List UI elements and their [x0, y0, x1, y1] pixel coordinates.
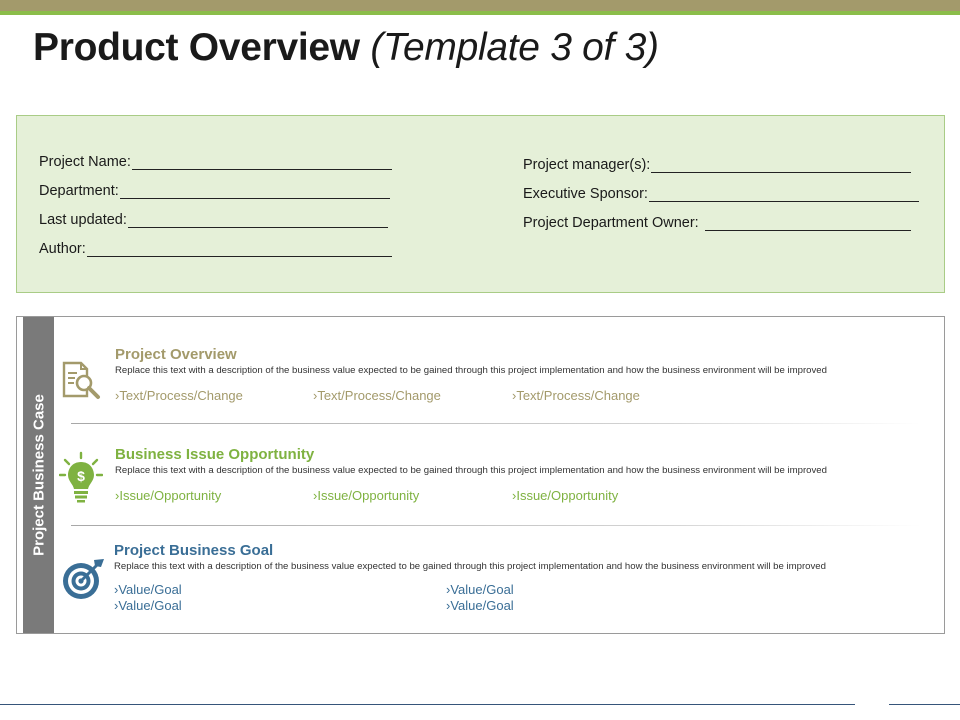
- side-label: Project Business Case: [30, 394, 47, 556]
- project-info-box: [16, 115, 945, 293]
- footer-line: [0, 704, 855, 705]
- section-description: Replace this text with a description of the business value expected to be gained through this project implementation and how the business environment will be improved: [114, 561, 826, 572]
- title-main: Product Overview: [33, 26, 360, 69]
- executive-sponsor-field[interactable]: Executive Sponsor:: [523, 186, 919, 202]
- list-item: ›Text/Process/Change: [313, 388, 441, 403]
- author-field[interactable]: Author:: [39, 241, 392, 257]
- list-item: ›Value/Goal: [114, 598, 182, 613]
- list-item: ›Value/Goal: [114, 582, 182, 597]
- title-subtitle: (Template 3 of 3): [370, 26, 659, 69]
- section-title-business-issue: Business Issue Opportunity: [115, 446, 315, 463]
- list-item: ›Value/Goal: [446, 582, 514, 597]
- top-accent-line: [0, 11, 960, 15]
- section-title-business-goal: Project Business Goal: [114, 542, 274, 559]
- svg-text:$: $: [77, 468, 85, 484]
- project-name-field[interactable]: Project Name:: [39, 154, 392, 170]
- section-description: Replace this text with a description of the business value expected to be gained through this project implementation and how the business environment will be improved: [115, 365, 827, 376]
- section-divider: [71, 423, 921, 424]
- target-arrow-icon: [61, 557, 105, 601]
- business-case-box: [16, 316, 945, 634]
- page-title: [33, 26, 659, 70]
- department-owner-field[interactable]: Project Department Owner:: [523, 215, 911, 231]
- list-item: ›Issue/Opportunity: [313, 488, 420, 503]
- project-manager-field[interactable]: Project manager(s):: [523, 157, 911, 173]
- section-divider: [71, 525, 921, 526]
- section-description: Replace this text with a description of the business value expected to be gained through this project implementation and how the business environment will be improved: [115, 465, 827, 476]
- last-updated-field[interactable]: Last updated:: [39, 212, 388, 228]
- section-title-project-overview: Project Overview: [115, 346, 237, 363]
- list-item: ›Text/Process/Change: [512, 388, 640, 403]
- footer-line-right: [889, 704, 960, 705]
- top-accent-bar: [0, 0, 960, 11]
- list-item: ›Issue/Opportunity: [512, 488, 619, 503]
- list-item: ›Value/Goal: [446, 598, 514, 613]
- list-item: ›Text/Process/Change: [115, 388, 243, 403]
- lightbulb-dollar-icon: [59, 451, 103, 505]
- department-field[interactable]: Department:: [39, 183, 390, 199]
- document-search-icon: [61, 360, 101, 400]
- list-item: ›Issue/Opportunity: [115, 488, 222, 503]
